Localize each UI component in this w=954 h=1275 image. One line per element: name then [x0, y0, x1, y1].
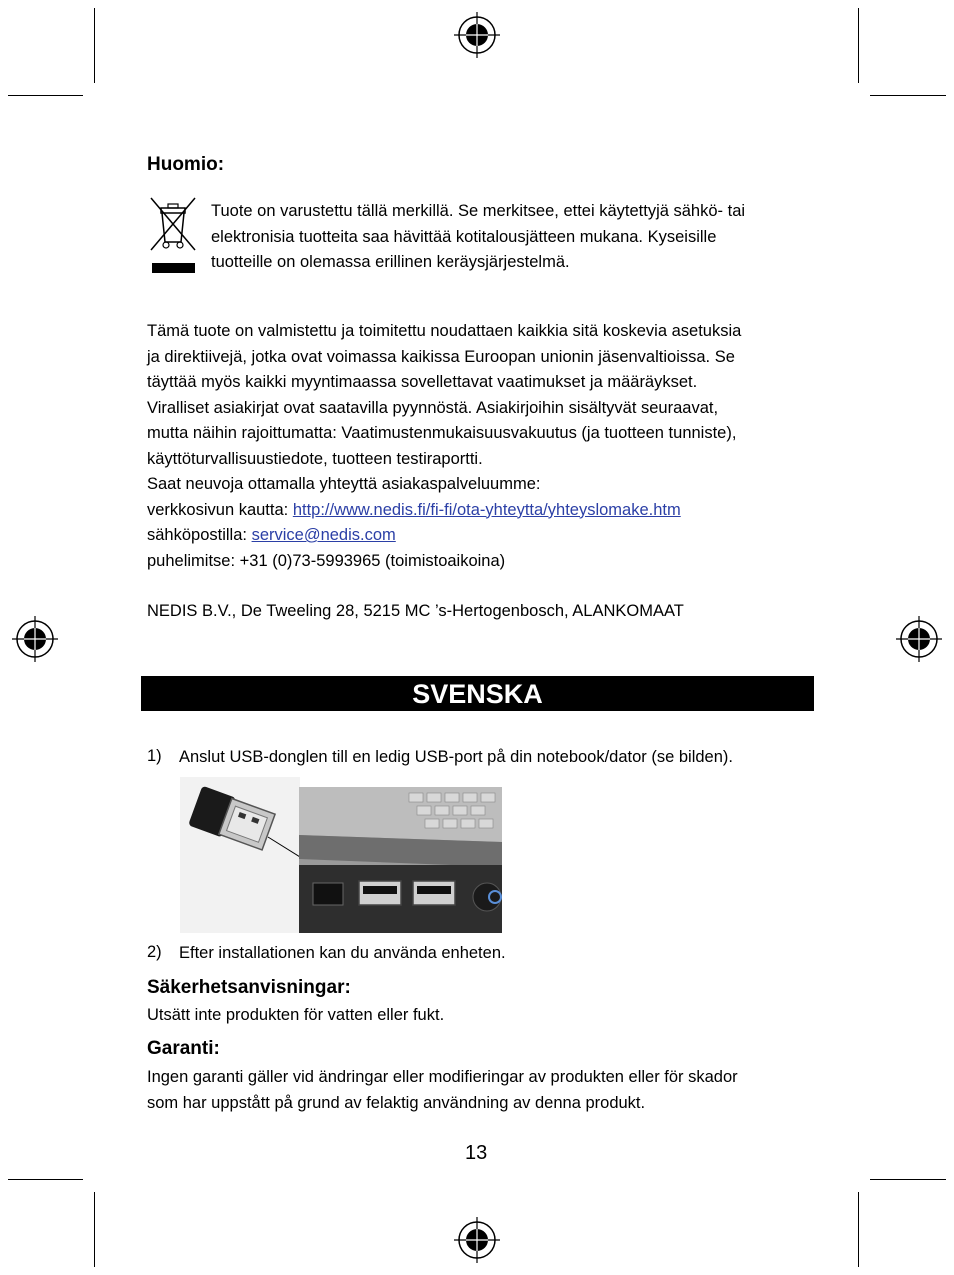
crop-mark [8, 95, 83, 96]
crop-mark [870, 95, 946, 96]
crop-mark [8, 1179, 83, 1180]
safety-heading: Säkerhetsanvisningar: [147, 977, 351, 998]
warranty-heading: Garanti: [147, 1038, 220, 1059]
registration-mark-icon [454, 1217, 500, 1263]
page-number: 13 [465, 1142, 488, 1164]
registration-mark-icon [896, 616, 942, 662]
phone-contact-line: puhelimitse: +31 (0)73-5993965 (toimistoaikoina) [147, 551, 506, 570]
step-number: 1) [147, 747, 162, 765]
company-address: NEDIS B.V., De Tweeling 28, 5215 MC ’s-Hertogenbosch, ALANKOMAAT [147, 602, 684, 620]
web-label: verkkosivun kautta: [147, 500, 293, 519]
crop-mark [870, 1179, 946, 1180]
safety-text: Utsätt inte produkten för vatten eller fukt. [147, 1006, 445, 1024]
crop-mark [858, 8, 859, 83]
text-line: täyttää myös kaikki myyntimaassa sovellettavat vaatimukset ja määräykset. [147, 373, 698, 391]
weee-notice [211, 199, 811, 276]
crop-mark [94, 8, 95, 83]
registration-mark-icon [454, 12, 500, 58]
email-link[interactable]: service@nedis.com [251, 526, 396, 544]
text-line: käyttöturvallisuustiedote, tuotteen testiraportti. [147, 449, 483, 468]
step-number: 2) [147, 943, 162, 961]
email-label: sähköpostilla: [147, 526, 252, 544]
text-line: tuotteille on olemassa erillinen keräysjärjestelmä. [211, 253, 570, 271]
text-line: Viralliset asiakirjat ovat saatavilla pyynnöstä. Asiakirjoihin sisältyvät seuraavat, [147, 398, 719, 417]
web-link[interactable]: http://www.nedis.fi/fi-fi/ota-yhteytta/yhteyslomake.htm [292, 500, 681, 519]
text-line: Saat neuvoja ottamalla yhteyttä asiakaspalveluumme: [147, 475, 541, 493]
text-line: som har uppstått på grund av felaktig användning av denna produkt. [147, 1093, 646, 1112]
compliance-paragraph [147, 319, 827, 574]
laptop-usb-ports-image [299, 787, 502, 933]
text-line: mutta näihin rajoittumatta: Vaatimustenmukaisuusvakuutus (ja tuotteen tunniste), [147, 424, 737, 442]
warranty-paragraph [147, 1065, 827, 1116]
text-line: Ingen garanti gäller vid ändringar eller modifieringar av produkten eller för skador [147, 1068, 738, 1086]
step-2-text: Efter installationen kan du använda enheten. [179, 944, 506, 962]
step-1-text: Anslut USB-donglen till en ledig USB-port på din notebook/dator (se bilden). [179, 748, 733, 766]
text-line: Tämä tuote on valmistettu ja toimitettu noudattaen kaikkia sitä koskevia asetuksia [147, 322, 742, 340]
registration-mark-icon [12, 616, 58, 662]
text-line: ja direktiivejä, jotka ovat voimassa kaikissa Euroopan unionin jäsenvaltioissa. Se [147, 347, 735, 366]
web-contact-line [147, 498, 827, 524]
crop-mark [94, 1192, 95, 1267]
huomio-heading: Huomio: [147, 154, 225, 175]
email-contact-line [147, 523, 827, 549]
weee-crossed-bin-icon [147, 196, 199, 274]
text-line: elektronisia tuotteita saa hävittää kotitalousjätteen mukana. Kyseisille [211, 227, 717, 246]
usb-dongle-image [180, 777, 300, 933]
crop-mark [858, 1192, 859, 1267]
section-banner: SVENSKA [141, 676, 814, 711]
text-line: Tuote on varustettu tällä merkillä. Se merkitsee, ettei käytettyjä sähkö- tai [211, 202, 746, 220]
